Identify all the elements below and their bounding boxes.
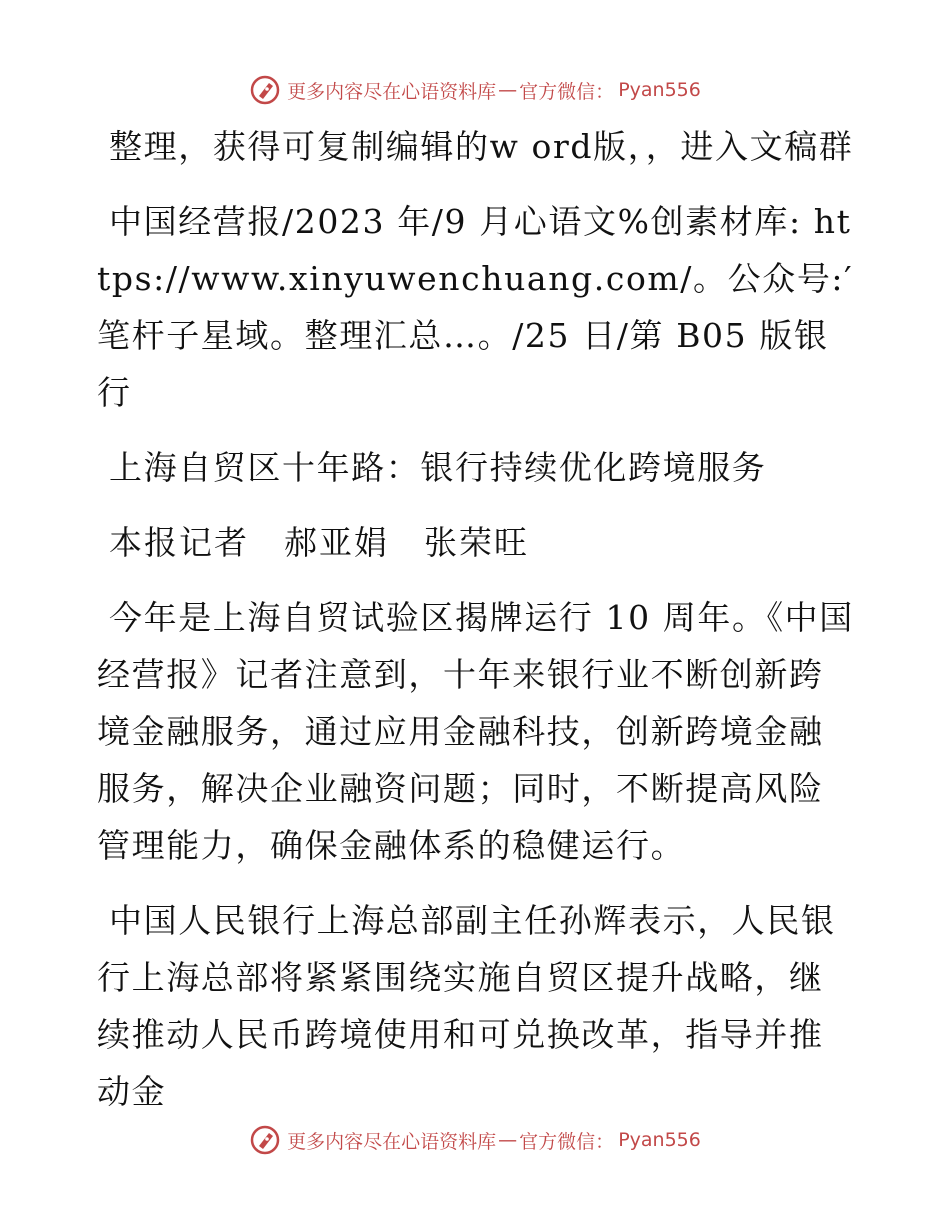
paragraph-lead: 今年是上海自贸试验区揭牌运行 10 周年。《中国经营报》记者注意到，十年来银行业不断创新跨境金融服务，通过应用金融科技，创新跨境金融服务，解决企业融资问题；同时，不断提高风险管理能力，确保金融体系的稳健运行。: [97, 598, 854, 865]
paragraph-quote: 中国人民银行上海总部副主任孙辉表示，人民银行上海总部将紧紧围绕实施自贸区提升战略，继续推动人民币跨境使用和可兑换改革，指导并推动金: [97, 901, 836, 1111]
banner-separator: —: [498, 1129, 518, 1151]
article-headline: 上海自贸区十年路：银行持续优化跨境服务: [109, 448, 767, 487]
watermark-banner-top: [0, 70, 950, 110]
pen-nib-circle-icon: [249, 74, 281, 106]
banner-wechat-id: Pyan556: [618, 1129, 701, 1151]
pen-nib-circle-icon: [249, 1124, 281, 1156]
banner-official-label: 官方微信：: [519, 80, 615, 103]
banner-site-text: 更多内容尽在心语资料库: [287, 1130, 497, 1153]
banner-site-text: 更多内容尽在心语资料库: [287, 80, 497, 103]
paragraph-source-line: 中国经营报/2023 年/9 月心语文%创素材库: https://www.xinyuwenchuang.com/。公众号:′笔杆子星域。整理汇总…。/25 日/第 B05 版银行: [97, 202, 854, 412]
document-body: [97, 118, 857, 1138]
article-byline: 本报记者 郝亚娟 张荣旺: [109, 523, 529, 562]
watermark-banner-bottom: [0, 1120, 950, 1160]
paragraph-intro-note: 整理，获得可复制编辑的w ord版，，进入文稿群: [109, 127, 854, 166]
banner-separator: —: [498, 79, 518, 101]
banner-official-label: 官方微信：: [519, 1130, 615, 1153]
banner-wechat-id: Pyan556: [618, 79, 701, 101]
